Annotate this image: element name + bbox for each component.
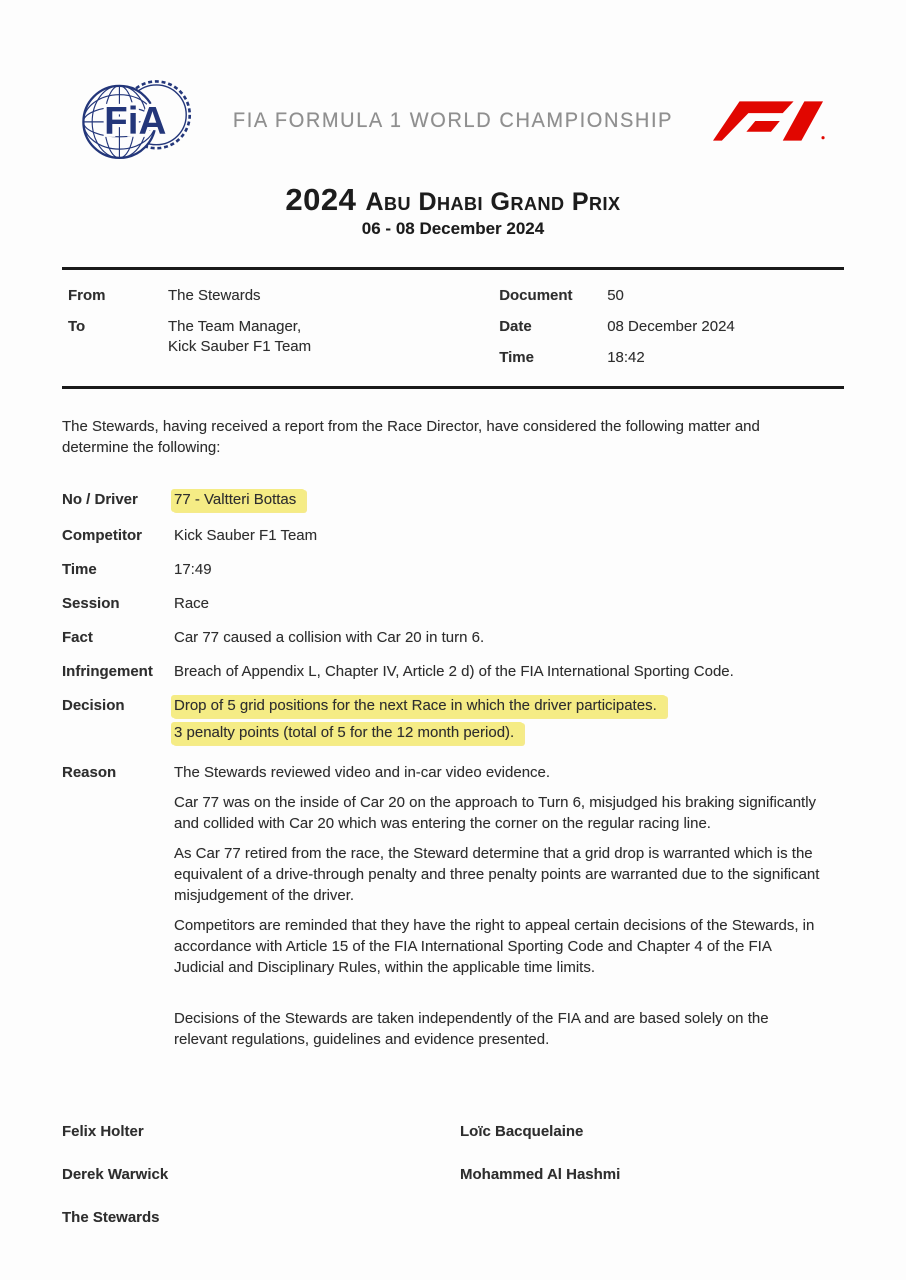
time-label: Time	[499, 349, 534, 366]
fact-value: Car 77 caused a collision with Car 20 in turn 6.	[174, 629, 485, 646]
time-value: 18:42	[607, 349, 645, 366]
fia-logo-text: FiA	[104, 100, 167, 144]
meta-row-from	[68, 286, 499, 306]
field-session	[62, 593, 844, 614]
reason-paragraph-2: Car 77 was on the inside of Car 20 on the approach to Turn 6, misjudged his braking significantly and collided with Car 20 which was entering the corner on the regular racing line.	[174, 794, 817, 832]
field-reason	[62, 762, 844, 1059]
competitor-label: Competitor	[62, 527, 142, 544]
document-header	[62, 0, 844, 166]
signature-mohammed-al-hashmi: Mohammed Al Hashmi	[460, 1166, 621, 1183]
signatures-block	[62, 1123, 844, 1226]
document-label: Document	[499, 287, 573, 304]
no-driver-value-highlighted: 77 - Valtteri Bottas	[171, 489, 305, 512]
decision-fields	[62, 489, 844, 1059]
title-event-name: Abu Dhabi Grand Prix	[365, 188, 621, 216]
infringement-label: Infringement	[62, 663, 153, 680]
meta-row-to	[68, 317, 499, 357]
infringement-value: Breach of Appendix L, Chapter IV, Article 2 d) of the FIA International Sporting Code.	[174, 663, 734, 680]
to-value	[168, 317, 311, 357]
championship-title: FIA FORMULA 1 WORLD CHAMPIONSHIP	[232, 109, 674, 132]
session-value: Race	[174, 595, 210, 612]
signature-felix-holter: Felix Holter	[62, 1123, 144, 1140]
incident-time-value: 17:49	[174, 561, 212, 578]
decision-line1-highlighted: Drop of 5 grid positions for the next Race in which the driver participates.	[171, 695, 666, 718]
title-year: 2024	[285, 182, 366, 217]
meta-row-document	[499, 286, 838, 306]
reason-paragraph-3: As Car 77 retired from the race, the Steward determine that a grid drop is warranted which is the equivalent of a drive-through penalty and three penalty points are warranted due to the significant misjudgement of the driver.	[174, 845, 820, 904]
page-title	[62, 182, 844, 218]
competitor-value: Kick Sauber F1 Team	[174, 527, 318, 544]
f1-logo-icon	[694, 99, 844, 143]
fact-label: Fact	[62, 629, 93, 646]
reason-label: Reason	[62, 764, 117, 781]
date-value: 08 December 2024	[607, 318, 735, 335]
signature-row-2	[62, 1166, 844, 1183]
fia-logo-icon	[62, 76, 212, 166]
to-label: To	[68, 318, 86, 335]
decision-label: Decision	[62, 697, 125, 714]
to-value-line2: Kick Sauber F1 Team	[168, 338, 312, 355]
from-label: From	[68, 287, 106, 304]
signature-closing: The Stewards	[62, 1209, 160, 1226]
meta-row-time	[499, 348, 838, 368]
field-fact	[62, 627, 844, 648]
title-block	[62, 182, 844, 239]
event-dates: 06 - 08 December 2024	[361, 219, 545, 238]
from-value: The Stewards	[168, 287, 261, 304]
incident-time-label: Time	[62, 561, 97, 578]
signature-loic-bacquelaine: Loïc Bacquelaine	[460, 1123, 584, 1140]
decision-value	[174, 695, 666, 749]
session-label: Session	[62, 595, 120, 612]
field-time	[62, 559, 844, 580]
reason-paragraph-1: The Stewards reviewed video and in-car video evidence.	[174, 764, 551, 781]
field-competitor	[62, 525, 844, 546]
field-decision	[62, 695, 844, 749]
to-value-line1: The Team Manager,	[168, 318, 302, 335]
decision-line2-highlighted: 3 penalty points (total of 5 for the 12 month period).	[171, 722, 523, 745]
date-label: Date	[499, 318, 532, 335]
intro-paragraph: The Stewards, having received a report from the Race Director, have considered the following matter and determine the following:	[62, 418, 760, 456]
signature-row-1	[62, 1123, 844, 1140]
meta-row-date	[499, 317, 838, 337]
field-infringement	[62, 661, 844, 682]
independence-note: Decisions of the Stewards are taken independently of the FIA and are based solely on the relevant regulations, guidelines and evidence presented.	[174, 1010, 769, 1048]
signature-derek-warwick: Derek Warwick	[62, 1166, 169, 1183]
reason-value	[174, 762, 822, 1059]
document-number: 50	[607, 287, 624, 304]
document-meta-table	[62, 267, 844, 389]
no-driver-label: No / Driver	[62, 491, 138, 508]
field-no-driver	[62, 489, 844, 512]
reason-paragraph-4: Competitors are reminded that they have the right to appeal certain decisions of the Stewards, in accordance with Article 15 of the FIA International Sporting Code and Chapter 4 of the FIA Judicial and Disciplinary Rules, within the applicable time limits.	[174, 917, 815, 976]
